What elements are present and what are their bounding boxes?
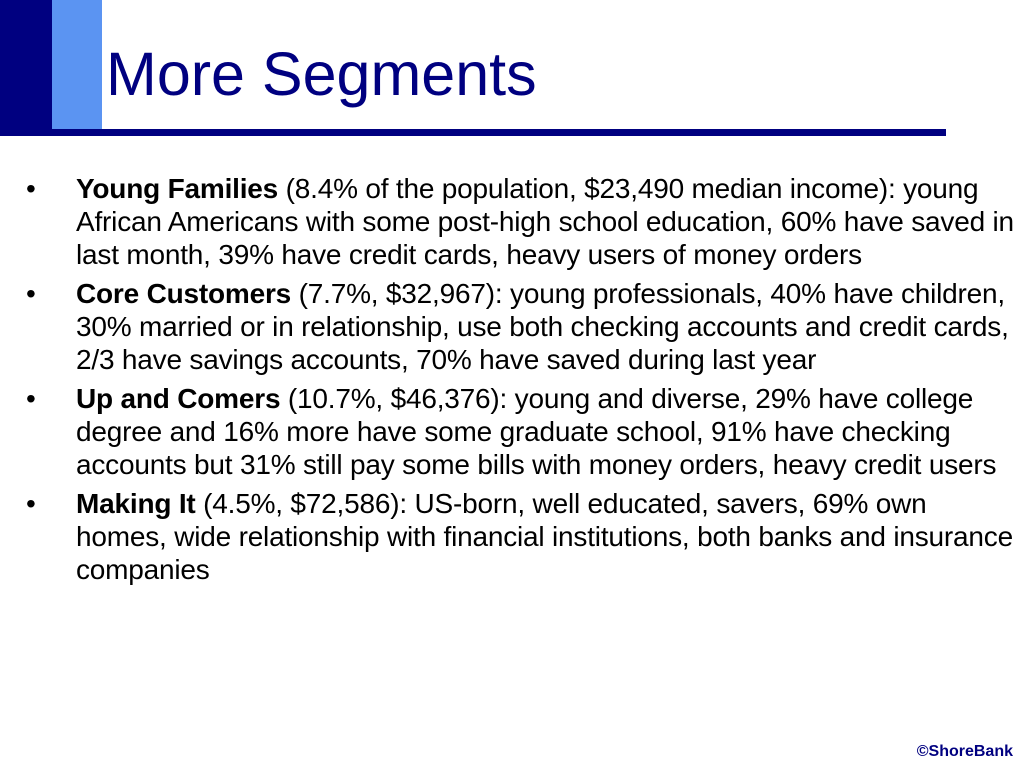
segment-description: (10.7%, $46,376): young and diverse, 29% have college degree and 16% more have some graduate school, 91% have checking accounts but 31% still pay some bills with money orders, heavy credit users	[76, 383, 997, 480]
bullet-item-core-customers	[26, 277, 1021, 376]
bullet-text	[76, 487, 1021, 586]
segment-name: Making It	[76, 488, 196, 519]
slide-title: More Segments	[106, 40, 537, 108]
bullet-dot-icon: •	[26, 488, 36, 519]
bullet-item-young-families	[26, 172, 1021, 271]
bullet-dot-icon: •	[26, 278, 36, 309]
segment-name: Young Families	[76, 173, 279, 204]
segment-name: Up and Comers	[76, 383, 281, 414]
bullet-text	[76, 277, 1021, 376]
bullet-list	[26, 172, 1021, 592]
title-underline-rule	[0, 129, 946, 136]
title-accent-bar-dark	[0, 0, 52, 135]
bullet-dot-icon: •	[26, 173, 36, 204]
copyright-notice: ©ShoreBank	[916, 743, 1013, 760]
bullet-text	[76, 382, 1021, 481]
bullet-dot-icon: •	[26, 383, 36, 414]
segment-description: (8.4% of the population, $23,490 median income): young African Americans with some post-high school education, 60% have saved in last month, 39% have credit cards, heavy users of money orders	[76, 173, 1014, 270]
title-accent-bar-light	[52, 0, 102, 135]
bullet-item-up-and-comers	[26, 382, 1021, 481]
bullet-text	[76, 172, 1021, 271]
segment-description: (4.5%, $72,586): US-born, well educated, savers, 69% own homes, wide relationship with financial institutions, both banks and insurance companies	[76, 488, 1013, 585]
segment-description: (7.7%, $32,967): young professionals, 40% have children, 30% married or in relationship, use both checking accounts and credit cards, 2/3 have savings accounts, 70% have saved during last year	[76, 278, 1009, 375]
bullet-item-making-it	[26, 487, 1021, 586]
segment-name: Core Customers	[76, 278, 292, 309]
